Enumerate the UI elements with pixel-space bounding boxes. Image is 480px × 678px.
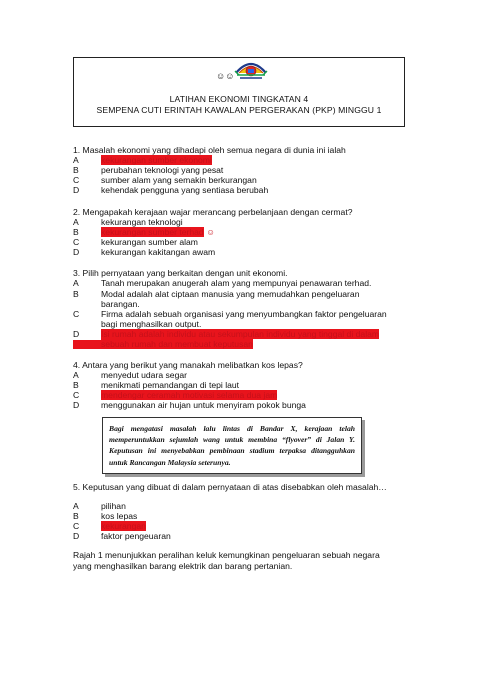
option-text: kekurangan sumber alam [101,237,198,247]
option-letter: A [73,501,79,511]
answer-highlight: sebuah rumah dan membuat keputusan [101,339,253,349]
paragraph-line: Rajah 1 menunjukkan peralihan keluk kemungkinan pengeluaran sebuah negara [73,550,380,560]
stimulus-box: Bagi mengatasi masalah lalu lintas di Bandar X, kerajaan telah memperuntukkan sejumlah wang untuk membina “flyover” di Jalan Y. Keputusan ini menyebabkan pembinaan stadium terpaksa ditangguhkan untuk Rancangan Malaysia seterunya. [102,417,362,474]
option-letter: D [73,247,80,257]
option-text: Tanah merupakan anugerah alam yang mempunyai penawaran terhad. [101,278,372,288]
option-text [101,227,401,237]
option-text [101,521,401,531]
option-letter: D [73,531,80,541]
option-text: sumber alam yang semakin berkurangan [101,175,257,185]
option-text: pilihan [101,501,126,511]
option-letter: B [73,289,79,299]
option-letter: D [73,400,80,410]
option-letter: D [73,185,80,195]
option-letter: A [73,278,79,288]
option-text [101,155,401,165]
option-letter: B [73,380,79,390]
option-text: menggunakan air hujan untuk menyiram pokok bunga [101,400,306,410]
question-4: 4. Antara yang berikut yang manakah melibatkan kos lepas? [73,360,303,370]
paragraph-line: yang menghasilkan barang elektrik dan barang pertanian. [73,561,293,571]
option-text: kekurangan kakitangan awam [101,247,216,257]
option-text: kehendak pengguna yang sentiasa berubah [101,185,269,195]
option-letter: A [73,370,79,380]
option-letter: A [73,155,79,165]
worksheet-subtitle: SEMPENA CUTI ERINTAH KAWALAN PERGERAKAN (PKP) MINGGU 1 [96,105,382,115]
header-box [73,57,405,127]
option-text: bagi menghasilkan output. [101,319,202,329]
option-letter: C [73,175,80,185]
option-text: kekurangan teknologi [101,217,183,227]
option-letter: C [73,390,80,400]
answer-highlight: mendengar ceramah motivasi selama dua jam [101,390,278,400]
answer-highlight: kekurangan sumber terhad [101,227,204,237]
option-text [101,390,401,400]
worksheet-title: LATIHAN EKONOMI TINGKATAN 4 [169,94,309,104]
answer-highlight: kekurangan sumber ekonomi [101,155,212,165]
question-2: 2. Mengapakah kerajaan wajar merancang perbelanjaan dengan cermat? [73,207,353,217]
smiley-icon: ☺ [206,227,215,237]
option-text: barangan. [101,299,140,309]
question-5: 5. Keputusan yang dibuat di dalam pernyataan di atas disebabkan oleh masalah… [73,482,387,492]
option-letter: B [73,227,79,237]
highlight-bar [73,340,101,349]
option-letter: A [73,217,79,227]
option-text: perubahan teknologi yang pesat [101,165,224,175]
answer-highlight: Isi rumah adalah individu atau sekumpulan individu yang tinggal di dalam [101,329,380,339]
option-text: menyedut udara segar [101,370,187,380]
option-letter: C [73,309,80,319]
option-letter: B [73,165,79,175]
option-text: Firma adalah sebuah organisasi yang menyumbangkan faktor pengeluaran [101,309,387,319]
option-letter: C [73,237,80,247]
option-text: menikmati pemandangan di tepi laut [101,380,240,390]
option-text [101,339,401,349]
option-text: kos lepas [101,511,138,521]
option-letter: B [73,511,79,521]
option-text: faktor pengeuaran [101,531,171,541]
question-3: 3. Pilih pernyataan yang berkaitan dengan unit ekonomi. [73,268,288,278]
school-logo [234,59,268,83]
option-letter: C [73,521,80,531]
smiley-icon: ☺☺ [216,71,235,81]
option-text: Modal adalah alat ciptaan manusia yang memudahkan pengeluaran [101,289,360,299]
option-text [101,329,401,339]
question-1: 1. Masalah ekonomi yang dihadapi oleh semua negara di dunia ini ialah [73,145,346,155]
option-letter: D [73,329,80,339]
answer-highlight: kekurangan [101,521,146,531]
